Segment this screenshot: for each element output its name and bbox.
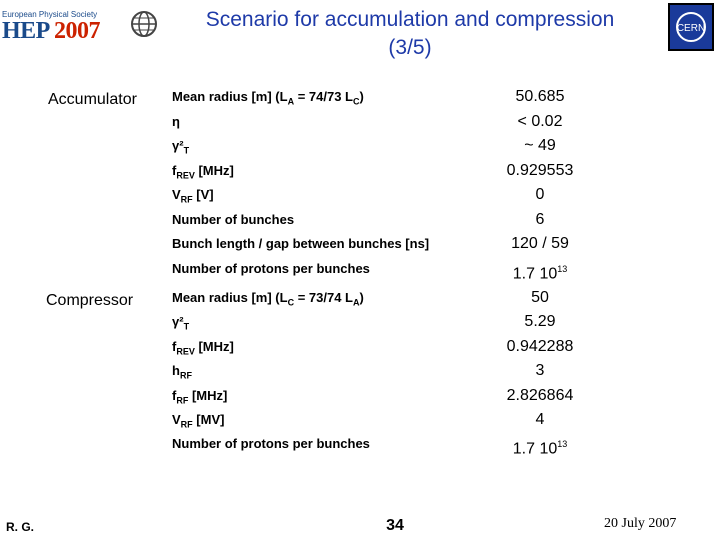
param-subscript: RF — [176, 395, 189, 406]
param-label-mid: = 74/73 L — [294, 89, 353, 104]
param-value — [490, 160, 590, 182]
conference-logo-text — [2, 18, 100, 45]
param-subscript: A — [287, 96, 295, 107]
compressor-label: Compressor — [46, 292, 134, 309]
param-value — [490, 433, 590, 458]
param-subscript: REV — [176, 170, 195, 181]
param-label — [172, 311, 522, 333]
globe-icon — [130, 10, 158, 38]
param-label-text: f — [172, 387, 177, 403]
param-label-mid: = 73/74 L — [294, 290, 353, 305]
param-value-text: ~ 49 — [524, 137, 556, 154]
param-label — [172, 385, 522, 407]
param-value-text: 5.29 — [524, 313, 556, 331]
param-label — [172, 233, 522, 255]
param-label-text: V — [172, 412, 181, 427]
param-label-end: [MHz] — [194, 338, 234, 354]
param-subscript: T — [183, 321, 190, 332]
param-label-end: [MHz] — [194, 162, 234, 178]
param-value-text: 2.826864 — [506, 386, 574, 404]
param-subscript: T — [183, 145, 190, 156]
param-label-text: Bunch length / gap between bunches [ns] — [172, 236, 430, 251]
date: 20 July 2007 — [604, 516, 677, 531]
param-label — [172, 209, 522, 231]
param-value-exponent: 13 — [557, 439, 568, 450]
param-label — [172, 86, 522, 108]
cern-logo-icon — [670, 5, 712, 49]
param-subscript: RF — [180, 419, 193, 430]
param-label-text: f — [172, 338, 177, 354]
accumulator-label: Accumulator — [48, 91, 137, 108]
param-value-text: 50 — [531, 289, 549, 306]
param-subscript: A — [352, 297, 360, 308]
param-value-text: 0.942288 — [506, 337, 574, 355]
param-value — [490, 258, 590, 280]
param-subscript: RF — [180, 194, 193, 205]
param-value — [490, 233, 590, 255]
param-label-text: f — [172, 162, 177, 178]
param-label — [172, 409, 522, 431]
param-label-end: [MV] — [192, 412, 225, 427]
param-label-end: [MHz] — [188, 387, 228, 403]
param-value — [490, 336, 590, 358]
param-label-end: ) — [359, 89, 364, 104]
page-title — [170, 6, 650, 62]
param-value-text: < 0.02 — [517, 112, 563, 130]
title-line-2: (3/5) — [388, 36, 432, 59]
param-label-text: γ² — [172, 138, 184, 153]
conf-year: 2007 — [54, 18, 101, 44]
param-label-text: Mean radius [m] (L — [172, 290, 288, 305]
param-label — [172, 433, 522, 455]
param-label-text: Number of bunches — [172, 211, 295, 227]
param-value — [490, 385, 590, 407]
param-subscript: RF — [179, 370, 192, 381]
param-label-text: h — [172, 363, 180, 379]
param-value-text: 0.929553 — [506, 161, 574, 179]
param-label — [172, 336, 522, 358]
param-value — [490, 287, 590, 309]
param-value-text: 3 — [535, 362, 545, 380]
param-value — [490, 135, 590, 157]
org-line: European Physical Society — [2, 10, 98, 19]
param-value — [490, 111, 590, 133]
param-value — [490, 86, 590, 108]
param-value — [490, 360, 590, 382]
title-line-1: Scenario for accumulation and compression — [205, 8, 615, 31]
param-value — [490, 184, 590, 206]
param-subscript: REV — [176, 346, 195, 357]
author: R. G. — [6, 520, 35, 534]
param-label-text: Mean radius [m] (L — [172, 89, 288, 104]
param-subscript: C — [352, 96, 360, 107]
param-label — [172, 111, 522, 133]
param-label — [172, 135, 522, 157]
conf-hep: HEP — [2, 18, 55, 44]
cern-logo-text: CERN — [676, 23, 706, 34]
param-value — [490, 209, 590, 231]
param-label — [172, 360, 522, 382]
param-label-text: γ² — [172, 314, 184, 330]
param-value-text: 4 — [535, 411, 545, 428]
param-label-text: η — [172, 113, 180, 129]
param-value-text: 6 — [535, 210, 545, 228]
param-value-exponent: 13 — [557, 263, 568, 274]
param-label-text: Number of protons per bunches — [172, 436, 370, 452]
param-value — [490, 409, 590, 431]
param-value-text: 120 / 59 — [511, 235, 569, 252]
param-label — [172, 184, 522, 206]
param-label-text: V — [172, 187, 181, 202]
param-label-end: [V] — [192, 187, 214, 202]
param-label-text: Number of protons per bunches — [172, 260, 370, 276]
param-subscript: C — [287, 297, 295, 308]
param-value — [490, 311, 590, 333]
param-value-text: 0 — [535, 186, 545, 203]
param-value-text: 1.7 10 — [512, 264, 558, 282]
param-label — [172, 160, 522, 182]
param-label — [172, 258, 522, 280]
param-label-end: ) — [359, 290, 364, 305]
param-value-text: 1.7 10 — [512, 440, 558, 458]
page-number: 34 — [386, 517, 404, 534]
cern-logo — [668, 3, 714, 51]
param-value-text: 50.685 — [515, 88, 565, 105]
param-label — [172, 287, 522, 309]
